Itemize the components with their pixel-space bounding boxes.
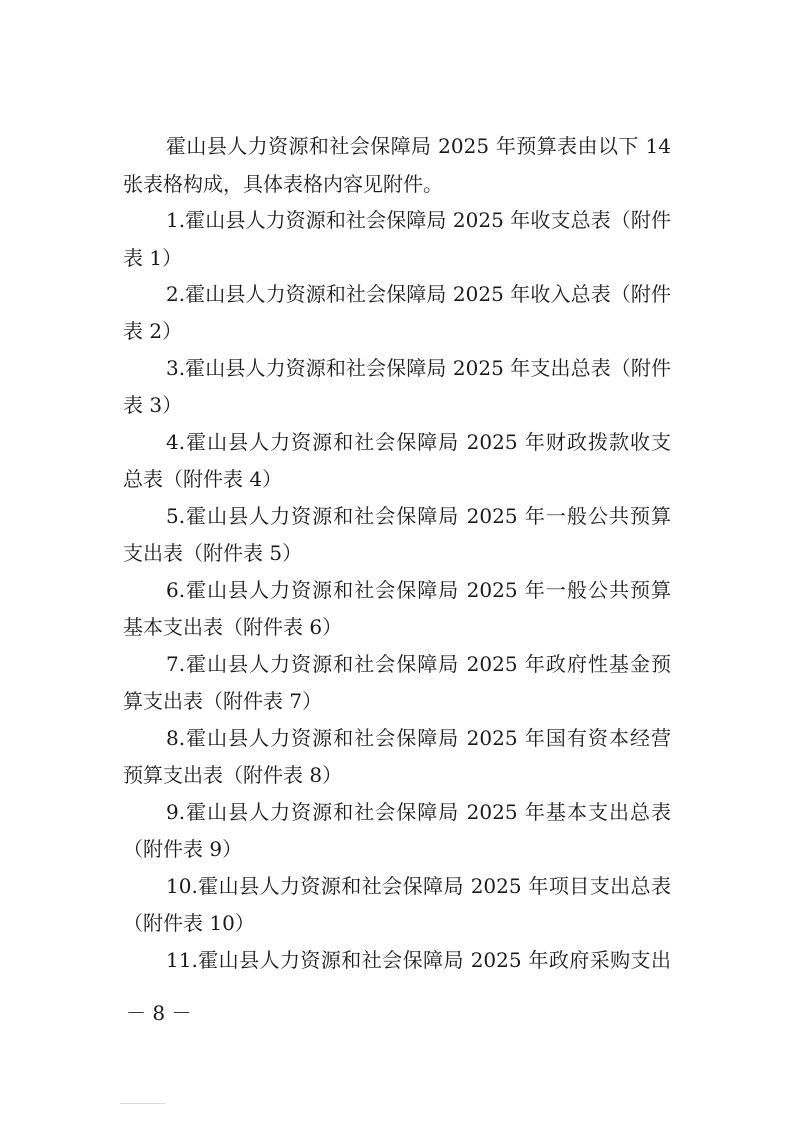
list-item-11-line-1: 11.霍山县人力资源和社会保障局 2025 年政府采购支出: [166, 948, 671, 972]
list-item-7-line-2: 算支出表（附件表 7）: [123, 689, 323, 713]
list-item-10-line-2: （附件表 10）: [123, 911, 255, 935]
list-item-6-line-1: 6.霍山县人力资源和社会保障局 2025 年一般公共预算: [166, 578, 671, 602]
list-item-6-line-2: 基本支出表（附件表 6）: [123, 615, 343, 639]
page-number: － 8 －: [126, 1001, 192, 1025]
list-item-3-line-2: 表 3）: [123, 393, 183, 417]
list-item-1-line-1: 1.霍山县人力资源和社会保障局 2025 年收支总表（附件: [166, 208, 671, 232]
list-item-8-line-1: 8.霍山县人力资源和社会保障局 2025 年国有资本经营: [166, 726, 671, 750]
list-item-7-line-1: 7.霍山县人力资源和社会保障局 2025 年政府性基金预: [166, 652, 671, 676]
list-item-2-line-1: 2.霍山县人力资源和社会保障局 2025 年收入总表（附件: [166, 282, 671, 306]
list-item-9-line-1: 9.霍山县人力资源和社会保障局 2025 年基本支出总表: [166, 800, 671, 824]
list-item-1-line-2: 表 1）: [123, 246, 183, 270]
list-item-4-line-2: 总表（附件表 4）: [123, 467, 283, 491]
list-item-2-line-2: 表 2）: [123, 319, 183, 343]
list-item-8-line-2: 预算支出表（附件表 8）: [123, 763, 343, 787]
list-item-10-line-1: 10.霍山县人力资源和社会保障局 2025 年项目支出总表: [166, 874, 671, 898]
intro-line-1: 霍山县人力资源和社会保障局 2025 年预算表由以下 14: [166, 134, 671, 158]
page-edge-divider: [120, 1103, 165, 1104]
list-item-5-line-2: 支出表（附件表 5）: [123, 541, 303, 565]
intro-line-2: 张表格构成，具体表格内容见附件。: [123, 172, 443, 196]
list-item-3-line-1: 3.霍山县人力资源和社会保障局 2025 年支出总表（附件: [166, 356, 671, 380]
list-item-4-line-1: 4.霍山县人力资源和社会保障局 2025 年财政拨款收支: [166, 430, 671, 454]
list-item-5-line-1: 5.霍山县人力资源和社会保障局 2025 年一般公共预算: [166, 504, 671, 528]
list-item-9-line-2: （附件表 9）: [123, 837, 243, 861]
